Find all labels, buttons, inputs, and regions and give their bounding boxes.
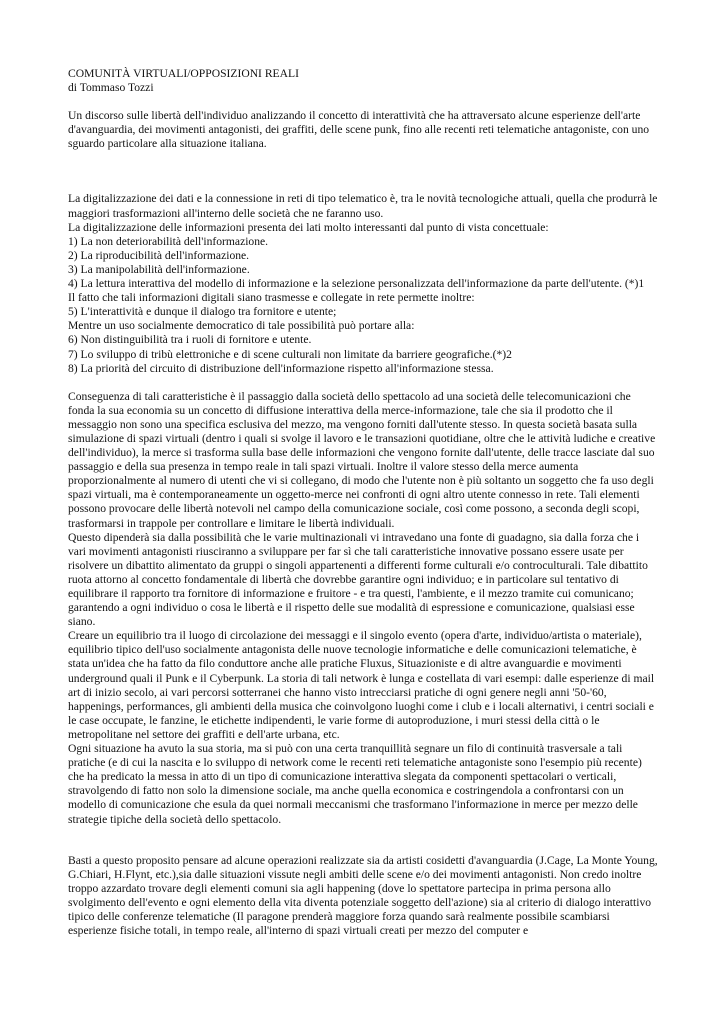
closing-paragraph: Basti a questo proposito pensare ad alcune operazioni realizzate sia da artisti cosidetti d'avanguardia (J.Cage, La Monte Young, G.Chiari, H.Flynt, etc.),sia dalle situazioni vissute negli ambiti delle scene e/o dei movimenti antagonisti. Non credo inoltre troppo azzardato trovare degli elementi comuni sia agli happening (dove lo spettatore partecipa in prima persona allo svolgimento dell'evento e ogni elemento della vita diventa potenziale soggetto dell'azione) sia al criterio di dialogo interattivo tipico delle conferenze telematiche (Il paragone prenderà maggiore forza quando sarà realmente possibile scambiarsi esperienze fisiche totali, in tempo reale, all'interno di spazi virtuali creati per mezzo del computer e [68, 853, 658, 938]
intro-line: 1) La non deteriorabilità dell'informazione. [68, 234, 269, 248]
intro-line: 7) Lo sviluppo di tribù elettroniche e di scene culturali non limitate da barriere geografiche.(*)2 [68, 347, 512, 361]
intro-list [68, 192, 658, 375]
body-paragraph: Conseguenza di tali caratteristiche è il passaggio dalla società dello spettacolo ad una società delle telecomunicazioni che fonda la sua economia su un concetto di diffusione interattiva della merce-informazione, tale che sia il prodotto che il messaggio non sono una specifica esclusiva del mezzo, ma vengono forniti dall'utente stesso. In questa società basata sulla simulazione di spazi virtuali (dentro i quali si svolge il lavoro e le transazioni quotidiane, oltre che le attività ludiche e creative dell'individuo), la merce si trasforma sulla base delle informazioni che vengono fornite dall'utente, delle tracce lasciate dal suo passaggio e della sua presenza in tempo reale in tali spazi virtuali. Inoltre il valore stesso della merce aumenta proporzionalmente al numero di utenti che vi si collegano, di modo che l'utente non è più soltanto un soggetto che fa uso degli spazi virtuali, ma è contemporaneamente un oggetto-merce nei confronti di ogni altro utente connesso in rete. Tali elementi possono provocare delle libertà notevoli nel campo della comunicazione sociale, così come possono, a seconda degli scopi, trasformarsi in trappole per controllare e limitare le libertà individuali. [68, 389, 656, 530]
intro-line: Il fatto che tali informazioni digitali siano trasmesse e collegate in rete permette inoltre: [68, 291, 475, 305]
section-gap [68, 151, 658, 192]
body-paragraph: Questo dipenderà sia dalla possibilità che le varie multinazionali vi intravedano una fonte di guadagno, sia dalla forza che i vari movimenti antagonisti riusciranno a sviluppare per far sì che tali caratteristiche innovative possano essere usate per risolvere un dibattito alimentato da gruppi o singoli appartenenti a differenti forme culturali e/o controculturali. Tale dibattito ruota attorno al concetto fondamentale di libertà che dovrebbe garantire ogni individuo; e in particolare sul tentativo di equilibrare il rapporto tra fornitore di informazione e fruitore - e tra questi, l'ambiente, e il mezzo tramite cui comunicano; garantendo a ogni individuo o cosa le libertà e il rispetto delle sue modalità di espressione e comunicazione, qualsiasi esse siano. [68, 530, 648, 629]
body-section [68, 390, 658, 827]
intro-line: La digitalizzazione delle informazioni presenta dei lati molto interessanti dal punto di vista concettuale: [68, 220, 549, 234]
document-author: di Tommaso Tozzi [68, 81, 154, 95]
intro-line: 4) La lettura interattiva del modello di informazione e la selezione personalizzata dell'informazione da parte dell'utente. (*)1 [68, 277, 645, 291]
intro-line: 5) L'interattività e dunque il dialogo tra fornitore e utente; [68, 305, 337, 319]
body-paragraph: Creare un equilibrio tra il luogo di circolazione dei messaggi e il singolo evento (opera d'arte, individuo/artista o materiale), equilibrio tipico dell'uso socialmente antagonista delle nuove tecnologie informatiche e delle comunicazioni telematiche, è stata un'idea che ha fatto da filo conduttore anche alle pratiche Fluxus, Situazioniste e di altre avanguardie e movimenti underground quali il Punk e il Cyberpunk. La storia di tali network è lunga e costellata di vari esempi: dalle esperienze di mail art di inizio secolo, ai vari percorsi sotterranei che hanno visto intrecciarsi pratiche di ogni genere negli anni '50-'60, happenings, performances, gli ambienti della musica che coinvolgono luoghi come i club e i locali alternativi, i centri sociali e le case occupate, le fanzine, le etichette indipendenti, le varie forme di autoproduzione, i muri stessi della città o le metropolitane nel settore dei graffiti e dell'arte urbana, etc. [68, 629, 655, 741]
intro-line: Mentre un uso socialmente democratico di tale possibilità può portare alla: [68, 319, 415, 333]
intro-line: 3) La manipolabilità dell'informazione. [68, 262, 250, 276]
body-paragraph: Ogni situazione ha avuto la sua storia, ma si può con una certa tranquillità segnare un filo di continuità trasversale a tali pratiche (e di cui la nascita e lo sviluppo di network come le recenti reti telematiche antagoniste sono l'esempio più recente) che ha predicato la messa in atto di un tipo di comunicazione interattiva slegata da componenti spettacolari o verticali, stravolgendo di fatto non solo la dimensione sociale, ma anche quella economica e costringendola a confrontarsi con un modello di comunicazione che esula da quei normali meccanismi che trasformano l'informazione in merce per mezzo delle strategie tipiche della società dello spettacolo. [68, 742, 642, 826]
intro-line: 6) Non distinguibilità tra i ruoli di fornitore e utente. [68, 333, 312, 347]
section-gap [68, 827, 658, 854]
document-page [68, 67, 658, 938]
intro-line: 8) La priorità del circuito di distribuzione dell'informazione rispetto all'informazione stessa. [68, 361, 494, 375]
intro-line: 2) La riproducibilità dell'informazione. [68, 248, 250, 262]
abstract-paragraph: Un discorso sulle libertà dell'individuo analizzando il concetto di interattività che ha attraversato alcune esperienze dell'arte d'avanguardia, dei movimenti antagonisti, dei graffiti, delle scene punk, fino alle recenti reti telematiche antagoniste, con uno sguardo particolare alla situazione italiana. [68, 109, 650, 151]
document-title: COMUNITÀ VIRTUALI/OPPOSIZIONI REALI [68, 67, 299, 80]
intro-line: La digitalizzazione dei dati e la connessione in reti di tipo telematico è, tra le novità tecnologiche attuali, quella che produrrà le maggiori trasformazioni all'interno delle società che ne faranno uso. [68, 192, 658, 220]
